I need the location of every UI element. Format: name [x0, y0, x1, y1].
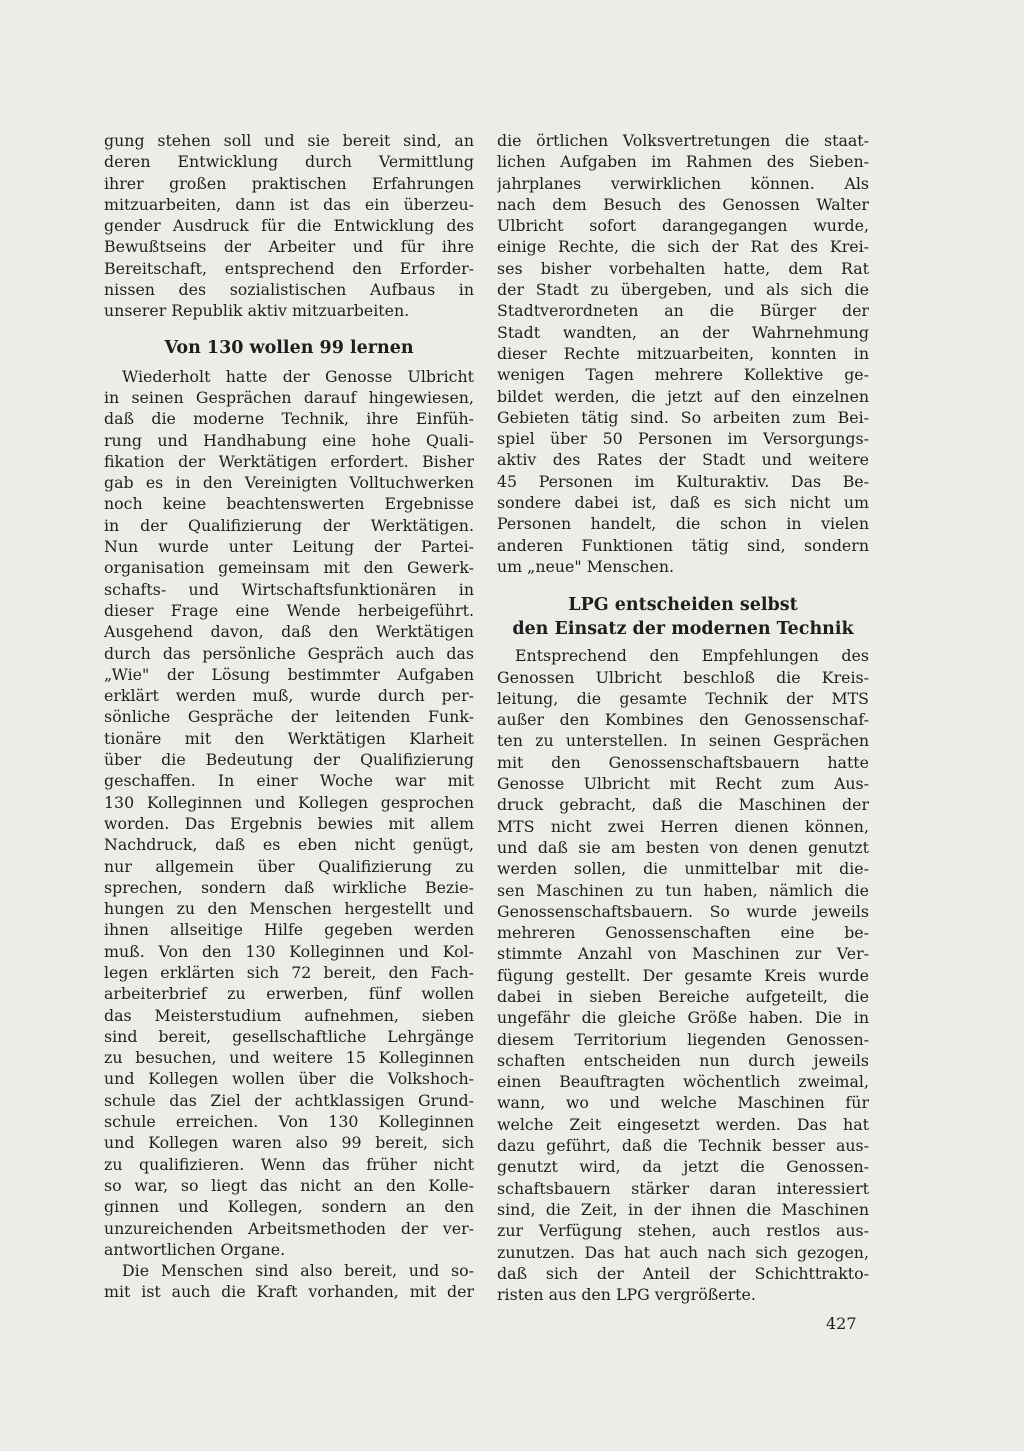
text-line: druck gebracht, daß die Maschinen der	[497, 795, 869, 815]
text-line: außer den Kombines den Genossenschaf-	[497, 710, 869, 730]
text-line: schule erreichen. Von 130 Kolleginnen	[104, 1112, 474, 1132]
text-line: Ausgehend davon, daß den Werktätigen	[104, 622, 474, 642]
text-line: gung stehen soll und sie bereit sind, an	[104, 131, 474, 150]
page-number: 427	[826, 1314, 857, 1333]
text-line: jahrplanes verwirklichen können. Als	[497, 173, 869, 193]
text-line: Die Menschen sind also bereit, und so-	[122, 1261, 474, 1281]
text-line: Genosse Ulbricht mit Recht zum Aus-	[497, 774, 869, 794]
text-line: mit ist auch die Kraft vorhanden, mit der	[104, 1282, 474, 1302]
text-line: nissen des sozialistischen Aufbaus in	[104, 280, 474, 300]
text-line: wann, wo und welche Maschinen für	[497, 1093, 869, 1113]
text-line: daß sich der Anteil der Schichttrakto-	[497, 1263, 869, 1283]
text-line: Stadtverordneten an die Bürger der	[497, 301, 869, 321]
text-line: in der Qualifizierung der Werktätigen.	[104, 515, 474, 535]
text-line: geschaffen. In einer Woche war mit	[104, 771, 474, 791]
text-line: so war, so liegt das nicht an den Kolle-	[104, 1175, 474, 1195]
text-line: tionäre mit den Werktätigen Klarheit	[104, 728, 474, 748]
text-line: MTS nicht zwei Herren dienen können,	[497, 816, 869, 836]
text-line: zur Verfügung stehen, auch restlos aus-	[497, 1221, 869, 1241]
text-line: Personen handelt, die schon in vielen	[497, 514, 869, 534]
section-heading: Von 130 wollen 99 lernen	[164, 337, 414, 358]
text-line: Bereitschaft, entsprechend den Erforder-	[104, 258, 474, 278]
text-line: risten aus den LPG vergrößerte.	[497, 1285, 756, 1305]
right-column	[497, 130, 869, 1305]
text-line: Wiederholt hatte der Genosse Ulbricht	[122, 366, 474, 386]
text-line: dazu geführt, daß die Technik besser aus-	[497, 1136, 869, 1156]
text-line: aktiv des Rates der Stadt und weitere	[497, 450, 869, 470]
text-line: dieser Rechte mitzuarbeiten, konnten in	[497, 343, 869, 363]
text-line: schafts- und Wirtschaftsfunktionären in	[104, 579, 474, 599]
text-line: welche Zeit eingesetzt werden. Das hat	[497, 1114, 869, 1134]
text-line: erklärt werden muß, wurde durch per-	[104, 686, 474, 706]
text-line: sondere dabei ist, daß es sich nicht um	[497, 493, 869, 513]
text-line: nur allgemein über Qualifizierung zu	[104, 856, 474, 876]
text-line: Ulbricht sofort darangegangen wurde,	[497, 216, 869, 236]
text-line: dieser Frage eine Wende herbeigeführt.	[104, 600, 474, 620]
text-line: durch das persönliche Gespräch auch das	[104, 643, 474, 663]
text-line: Gebieten tätig sind. So arbeiten zum Bei-	[497, 407, 869, 427]
text-line: sönliche Gespräche der leitenden Funk-	[104, 707, 474, 727]
paragraph	[497, 130, 869, 577]
text-line: worden. Das Ergebnis bewies mit allem	[104, 813, 474, 833]
text-line: schaftsbauern stärker daran interessiert	[497, 1178, 869, 1198]
text-line: Nachdruck, daß es eben nicht genügt,	[104, 835, 474, 855]
section-heading	[497, 593, 869, 641]
text-line: schule das Ziel der achtklassigen Grund-	[104, 1090, 474, 1110]
text-line: über die Bedeutung der Qualifizierung	[104, 750, 474, 770]
text-line: mehreren Genossenschaften eine be-	[497, 923, 869, 943]
text-line: dabei in sieben Bereiche aufgeteilt, die	[497, 986, 869, 1006]
text-line: ginnen und Kollegen, sondern an den	[104, 1197, 474, 1217]
text-line: um „neue" Menschen.	[497, 556, 675, 576]
text-line: spiel über 50 Personen im Versorgungs-	[497, 429, 869, 449]
text-line: werden sollen, die unmittelbar mit die-	[497, 859, 869, 879]
text-line: ihrer großen praktischen Erfahrungen	[104, 173, 474, 193]
text-line: mitzuarbeiten, dann ist das ein überzeu-	[104, 194, 474, 214]
text-line: 45 Personen im Kulturaktiv. Das Be-	[497, 471, 869, 491]
text-line: Nun wurde unter Leitung der Partei-	[104, 537, 474, 557]
text-line: schaften entscheiden nun durch jeweils	[497, 1050, 869, 1070]
text-line: das Meisterstudium aufnehmen, sieben	[104, 1005, 474, 1025]
text-line: ungefähr die gleiche Größe haben. Die in	[497, 1008, 869, 1028]
text-line: deren Entwicklung durch Vermittlung	[104, 152, 474, 172]
text-line: sprechen, sondern daß wirkliche Bezie-	[104, 877, 474, 897]
text-line: Stadt wandten, an der Wahrnehmung	[497, 322, 869, 342]
text-line: diesem Territorium liegenden Genossen-	[497, 1029, 869, 1049]
text-line: gender Ausdruck für die Entwicklung des	[104, 216, 474, 236]
text-line: rung und Handhabung eine hohe Quali-	[104, 430, 474, 450]
text-line: Genossenschaftsbauern. So wurde jeweils	[497, 901, 869, 921]
text-line: fikation der Werktätigen erfordert. Bisher	[104, 451, 474, 471]
text-line: anderen Funktionen tätig sind, sondern	[497, 535, 869, 555]
text-line: mit den Genossenschaftsbauern hatte	[497, 752, 869, 772]
text-line: legen erklärten sich 72 bereit, den Fach-	[104, 962, 474, 982]
text-line: und Kollegen wollen über die Volkshoch-	[104, 1069, 474, 1089]
text-line: einen Beauftragten wöchentlich zweimal,	[497, 1072, 869, 1092]
paragraph	[104, 130, 474, 322]
text-line: in seinen Gesprächen darauf hingewiesen,	[104, 387, 474, 407]
text-line: ihnen allseitige Hilfe gegeben werden	[104, 920, 474, 940]
text-line: organisation gemeinsam mit den Gewerk-	[104, 558, 474, 578]
text-line: stimmte Anzahl von Maschinen zur Ver-	[497, 944, 869, 964]
paragraph	[104, 1260, 474, 1303]
text-line: Entsprechend den Empfehlungen des	[515, 646, 869, 666]
text-line: der Stadt zu übergeben, und als sich die	[497, 280, 869, 300]
text-line: gab es in den Vereinigten Volltuchwerken	[104, 473, 474, 493]
text-line: die örtlichen Volksvertretungen die staat-	[497, 131, 869, 150]
text-line: zunutzen. Das hat auch nach sich gezogen,	[497, 1242, 869, 1262]
text-line: sen Maschinen zu tun haben, nämlich die	[497, 880, 869, 900]
text-line: muß. Von den 130 Kolleginnen und Kol-	[104, 941, 474, 961]
text-line: unserer Republik aktiv mitzuarbeiten.	[104, 301, 410, 321]
text-line: Genossen Ulbricht beschloß die Kreis-	[497, 667, 869, 687]
section-heading-line: LPG entscheiden selbst	[568, 595, 798, 616]
text-line: daß die moderne Technik, ihre Einfüh-	[104, 409, 474, 429]
text-line: genutzt wird, da jetzt die Genossen-	[497, 1157, 869, 1177]
text-line: „Wie" der Lösung bestimmter Aufgaben	[104, 664, 474, 684]
left-column	[104, 130, 474, 1303]
paragraph	[104, 366, 474, 1260]
text-line: sind, die Zeit, in der ihnen die Maschinen	[497, 1199, 869, 1219]
text-line: lichen Aufgaben im Rahmen des Sieben-	[497, 152, 869, 172]
text-line: leitung, die gesamte Technik der MTS	[497, 688, 869, 708]
text-line: arbeiterbrief zu erwerben, fünf wollen	[104, 984, 474, 1004]
text-line: unzureichenden Arbeitsmethoden der ver-	[104, 1218, 474, 1238]
paragraph	[497, 645, 869, 1305]
text-line: ten zu unterstellen. In seinen Gesprächen	[497, 731, 869, 751]
text-line: noch keine beachtenswerten Ergebnisse	[104, 494, 474, 514]
text-line: antwortlichen Organe.	[104, 1239, 286, 1259]
text-line: Bewußtseins der Arbeiter und für ihre	[104, 237, 474, 257]
text-line: nach dem Besuch des Genossen Walter	[497, 194, 869, 214]
text-line: sind bereit, gesellschaftliche Lehrgänge	[104, 1026, 474, 1046]
text-line: zu besuchen, und weitere 15 Kolleginnen	[104, 1048, 474, 1068]
text-line: und daß sie am besten von denen genutzt	[497, 837, 869, 857]
text-line: zu qualifizieren. Wenn das früher nicht	[104, 1154, 474, 1174]
text-line: fügung gestellt. Der gesamte Kreis wurde	[497, 965, 869, 985]
text-line: ses bisher vorbehalten hatte, dem Rat	[497, 258, 869, 278]
text-line: und Kollegen waren also 99 bereit, sich	[104, 1133, 474, 1153]
section-heading-line: den Einsatz der modernen Technik	[512, 619, 854, 640]
text-line: 130 Kolleginnen und Kollegen gesprochen	[104, 792, 474, 812]
text-line: hungen zu den Menschen hergestellt und	[104, 899, 474, 919]
text-line: bildet werden, die jetzt auf den einzelnen	[497, 386, 869, 406]
text-line: wenigen Tagen mehrere Kollektive ge-	[497, 365, 869, 385]
text-line: einige Rechte, die sich der Rat des Krei-	[497, 237, 869, 257]
